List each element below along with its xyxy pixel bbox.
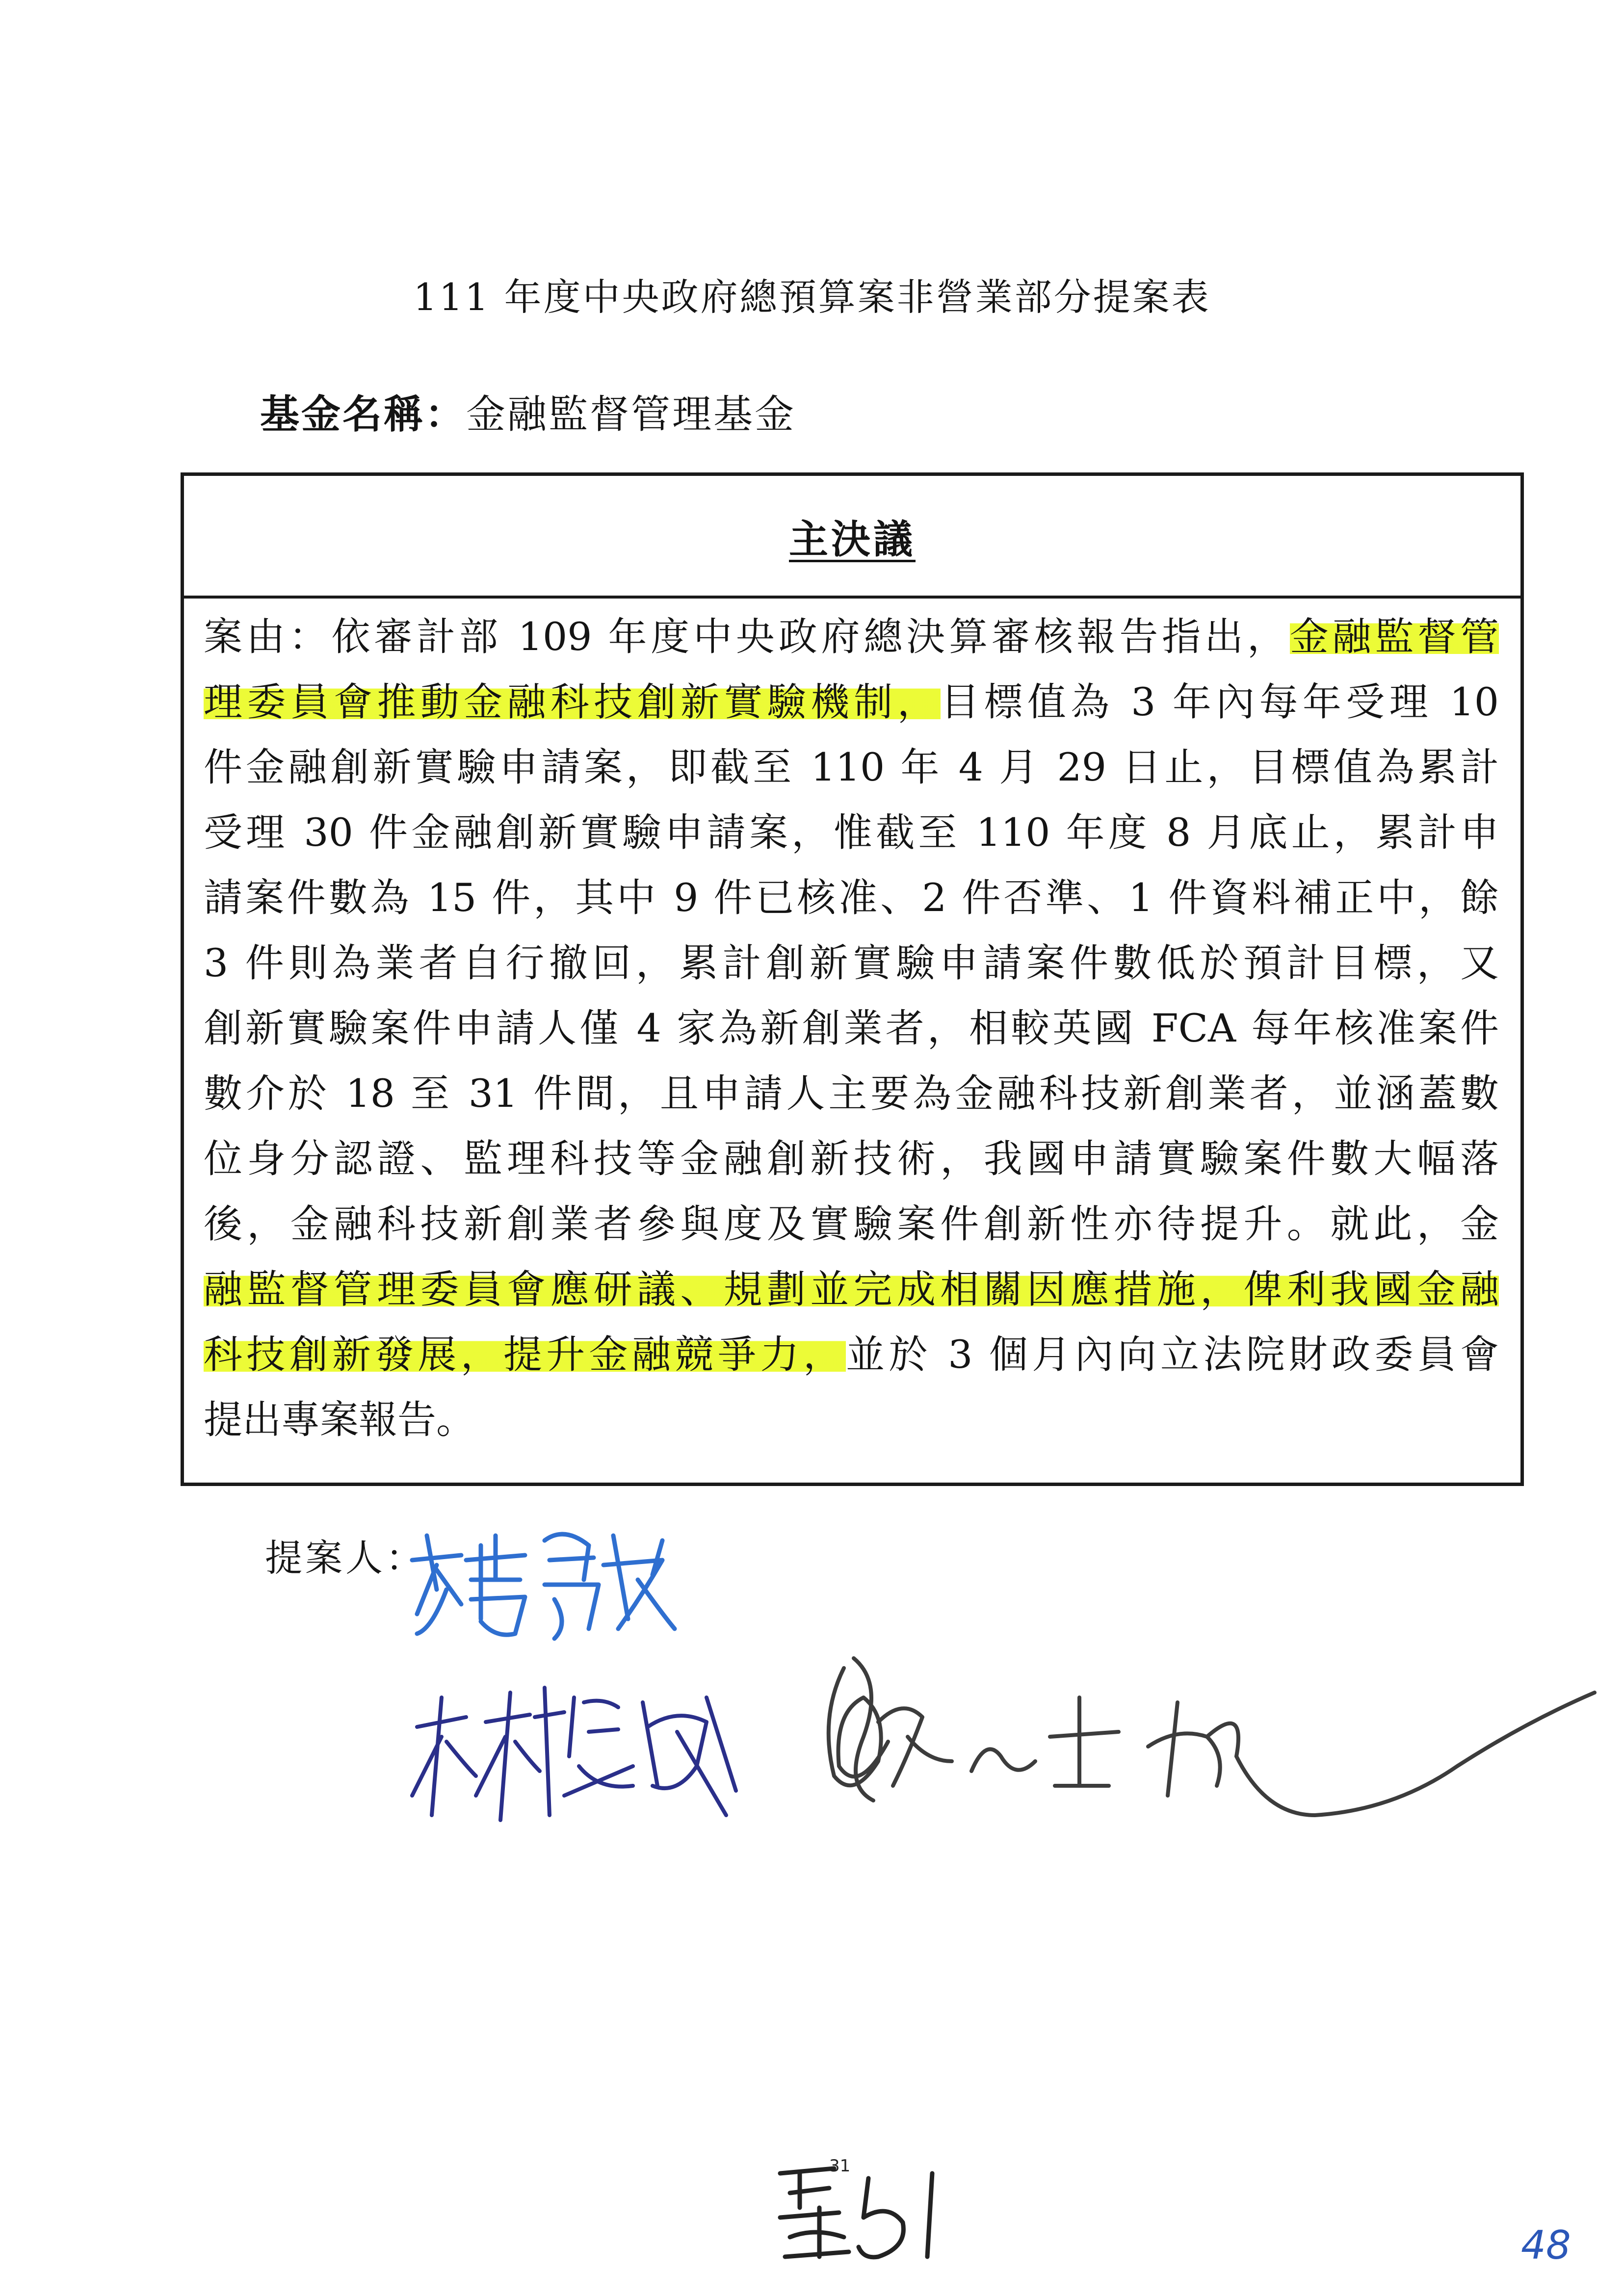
fund-name: 金融監督管理基金 bbox=[466, 391, 796, 437]
fund-label: 基金名稱： bbox=[260, 391, 466, 437]
body-text: 件金融創新實驗申請案，即截至 110 年 4 月 29 日止，目標值為累計 bbox=[204, 745, 1499, 790]
body-text: 後，金融科技新創業者參與度及實驗案件創新性亦待提升。就此，金 bbox=[204, 1201, 1499, 1247]
body-line bbox=[204, 1387, 1499, 1453]
body-text: 數介於 18 至 31 件間，且申請人主要為金融科技新創業者，並涵蓋數 bbox=[204, 1071, 1499, 1116]
body-line bbox=[204, 1126, 1499, 1192]
body-text: 位身分認證、監理科技等金融創新技術，我國申請實驗案件數大幅落 bbox=[204, 1136, 1499, 1181]
body-line bbox=[204, 604, 1499, 670]
body-line bbox=[204, 1322, 1499, 1387]
body-line bbox=[204, 1061, 1499, 1126]
body-text: 提出專案報告。 bbox=[204, 1397, 475, 1442]
body-line bbox=[204, 1192, 1499, 1257]
body-line bbox=[204, 931, 1499, 996]
body-text: 目標值為 3 年內每年受理 10 bbox=[941, 679, 1499, 725]
signature-3-drawing bbox=[805, 1639, 1604, 1845]
handwritten-page-number: 48 bbox=[1521, 2222, 1571, 2268]
page-number: 31 bbox=[829, 2156, 851, 2176]
highlighted-text: 金融監督管 bbox=[1289, 614, 1499, 659]
highlighted-text: 科技創新發展，提升金融競爭力， bbox=[204, 1332, 846, 1377]
body-text: 案由：依審計部 109 年度中央政府總決算審核報告指出， bbox=[204, 614, 1290, 659]
box-header bbox=[184, 476, 1520, 599]
body-text: 請案件數為 15 件，其中 9 件已核准、2 件否準、1 件資料補正中，餘 bbox=[204, 875, 1499, 920]
fund-line bbox=[260, 383, 796, 439]
signature-2-drawing bbox=[402, 1668, 756, 1825]
body-text: 受理 30 件金融創新實驗申請案，惟截至 110 年度 8 月底止，累計申 bbox=[204, 810, 1499, 855]
box-header-title: 主決議 bbox=[789, 516, 916, 562]
body-line bbox=[204, 735, 1499, 800]
highlighted-text: 理委員會推動金融科技創新實驗機制， bbox=[204, 679, 941, 725]
signature-4-drawing bbox=[770, 2154, 976, 2267]
document-title: 111 年度中央政府總預算案非營業部分提案表 bbox=[413, 275, 1211, 319]
body-line bbox=[204, 1257, 1499, 1322]
body-line bbox=[204, 865, 1499, 931]
body-text: 創新實驗案件申請人僅 4 家為新創業者，相較英國 FCA 每年核准案件 bbox=[204, 1006, 1499, 1051]
proposer-label: 提案人： bbox=[265, 1536, 426, 1580]
resolution-box bbox=[181, 472, 1524, 1486]
highlighted-text: 融監督管理委員會應研議、規劃並完成相關因應措施，俾利我國金融 bbox=[204, 1267, 1499, 1312]
body-text: 3 件則為業者自行撤回，累計創新實驗申請案件數低於預計目標，又 bbox=[204, 940, 1499, 986]
body-line bbox=[204, 670, 1499, 735]
body-line bbox=[204, 996, 1499, 1061]
body-line bbox=[204, 800, 1499, 865]
body-text: 並於 3 個月內向立法院財政委員會 bbox=[846, 1332, 1499, 1377]
resolution-body bbox=[204, 604, 1499, 1453]
signature-1-drawing bbox=[407, 1516, 682, 1644]
